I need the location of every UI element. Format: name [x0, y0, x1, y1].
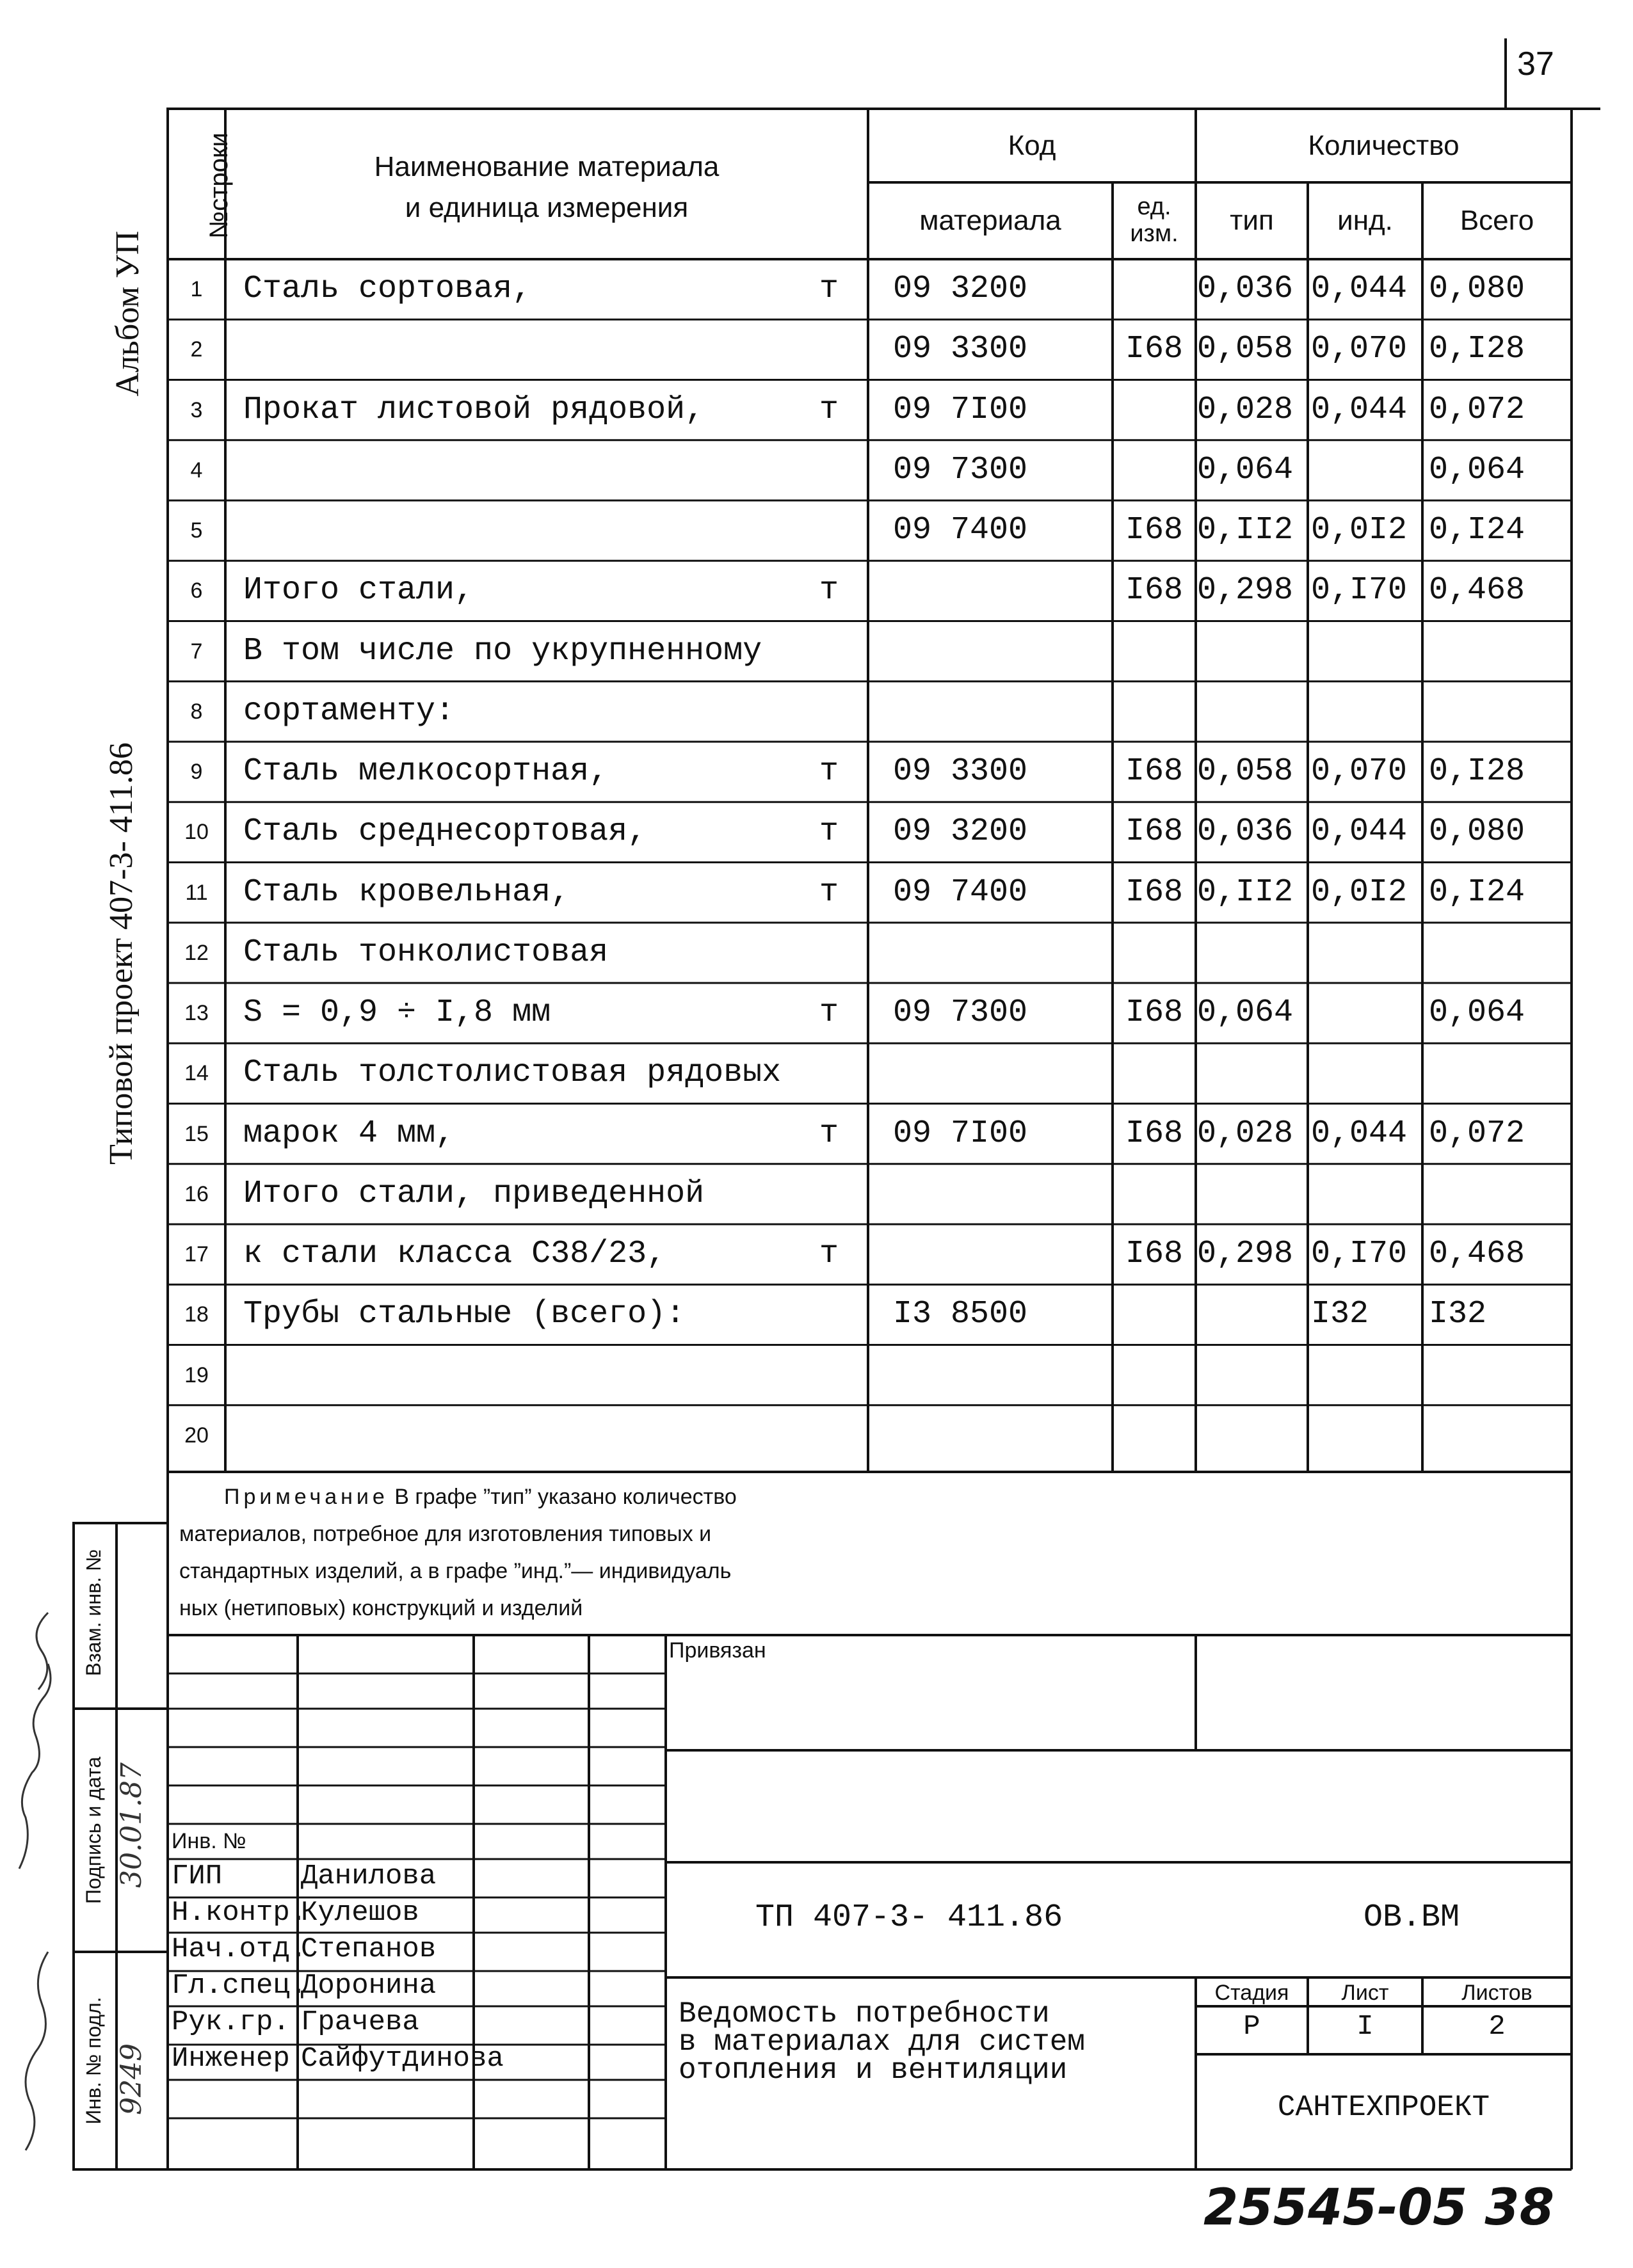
row-number: 18: [184, 1302, 209, 1327]
note-line2: материалов, потребное для изготовления типовых и: [179, 1522, 712, 1546]
row-number: 2: [190, 337, 203, 362]
row-qty-type: 0,II2: [1197, 874, 1294, 911]
row-qty-total: 0,080: [1429, 271, 1525, 307]
signatory-name: Сайфутдинова: [301, 2043, 504, 2075]
row-qty-type: 0,028: [1197, 391, 1294, 428]
row-qty-type: 0,298: [1197, 1236, 1294, 1272]
row-number: 16: [184, 1181, 209, 1206]
row-number: 7: [190, 639, 203, 664]
header-code: Код: [1008, 129, 1056, 161]
row-qty-ind: 0,044: [1311, 813, 1408, 850]
signatory-role: Нач.отд.: [172, 1933, 307, 1965]
row-qty-total: 0,072: [1429, 391, 1525, 428]
value-stage: Р: [1243, 2011, 1260, 2043]
row-qty-total: 0,I24: [1429, 512, 1525, 548]
header-unit-line2: изм.: [1130, 220, 1178, 247]
row-unit-code: I68: [1125, 331, 1183, 368]
row-name: Сталь кровельная,: [243, 874, 570, 911]
row-unit: т: [819, 391, 839, 428]
row-qty-ind: 0,044: [1311, 391, 1408, 428]
value-sheet: I: [1356, 2011, 1374, 2043]
label-signature-date: Подпись и дата: [82, 1756, 105, 1905]
row-name: Итого стали, приведенной: [243, 1175, 705, 1212]
row-qty-ind: 0,044: [1311, 271, 1408, 307]
row-number: 8: [190, 699, 203, 724]
row-name: сортаменту:: [243, 692, 455, 730]
row-number: 12: [184, 940, 209, 965]
row-qty-total: 0,468: [1429, 1236, 1525, 1272]
row-qty-ind: 0,I70: [1311, 572, 1408, 609]
header-qty-total: Всего: [1460, 205, 1534, 237]
row-qty-type: 0,036: [1197, 271, 1294, 307]
note-line4: ных (нетиповых) конструкций и изделий: [179, 1596, 583, 1620]
row-unit-code: I68: [1125, 994, 1183, 1031]
row-name: Сталь мелкосортная,: [243, 753, 609, 790]
header-row-number: №строки: [205, 132, 233, 239]
row-qty-total: I32: [1429, 1296, 1487, 1333]
row-name: Сталь толстолистовая рядовых: [243, 1055, 782, 1092]
row-number: 17: [184, 1242, 209, 1266]
header-qty-ind: инд.: [1337, 205, 1393, 237]
side-project-title: Типовой проект 407-3- 411.86: [103, 742, 140, 1165]
signatory-name: Доронина: [301, 1970, 437, 2002]
header-quantity: Количество: [1308, 129, 1460, 161]
row-number: 10: [184, 820, 209, 845]
row-unit: т: [819, 753, 839, 790]
row-unit-code: I68: [1125, 753, 1183, 790]
row-qty-type: 0,028: [1197, 1115, 1294, 1152]
row-qty-total: 0,468: [1429, 572, 1525, 609]
row-code: 09 7400: [893, 874, 1028, 911]
label-inv-podl: Инв. № подл.: [82, 1997, 105, 2125]
row-code: 09 3200: [893, 271, 1028, 307]
row-qty-total: 0,I28: [1429, 331, 1525, 368]
row-number: 4: [190, 458, 203, 483]
row-code: 09 7400: [893, 512, 1028, 548]
note-line3: стандартных изделий, а в графе ”инд.”— индивидуаль: [179, 1559, 732, 1583]
row-unit-code: I68: [1125, 572, 1183, 609]
handwritten-date: 30.01.87: [115, 1762, 148, 1888]
row-name: к стали класса С38/23,: [243, 1236, 666, 1272]
header-name-line1: Наименование материала: [374, 150, 720, 182]
row-number: 14: [184, 1061, 209, 1086]
signatory-role: Рук.гр.: [172, 2006, 290, 2038]
row-name: В том числе по укрупненному: [243, 632, 762, 669]
row-unit: т: [819, 994, 839, 1031]
signatory-name: Степанов: [301, 1933, 437, 1965]
row-code: I3 8500: [893, 1296, 1028, 1333]
signatory-role: ГИП: [172, 1860, 223, 1892]
label-inv-number: Инв. №: [172, 1829, 246, 1853]
row-qty-type: 0,298: [1197, 572, 1294, 609]
signatory-name: Кулешов: [301, 1897, 419, 1929]
row-name: Итого стали,: [243, 572, 474, 609]
header-unit-line1: ед.: [1137, 193, 1171, 221]
row-name: Сталь среднесортовая,: [243, 813, 647, 850]
row-code: 09 3300: [893, 331, 1028, 368]
row-code: 09 3300: [893, 753, 1028, 790]
row-number: 15: [184, 1121, 209, 1146]
signatory-name: Данилова: [301, 1860, 437, 1892]
row-number: 3: [190, 397, 203, 422]
row-number: 13: [184, 1001, 209, 1025]
signatory-role: Н.контр.: [172, 1897, 307, 1929]
label-sheet: Лист: [1341, 1981, 1389, 2005]
row-qty-type: 0,064: [1197, 451, 1294, 488]
row-qty-ind: 0,0I2: [1311, 512, 1408, 548]
header-name-line2: и единица измерения: [405, 191, 689, 223]
label-privyazan: Привязан: [669, 1638, 766, 1663]
row-code: 09 3200: [893, 813, 1028, 850]
row-qty-type: 0,058: [1197, 753, 1294, 790]
row-qty-total: 0,064: [1429, 994, 1525, 1031]
row-unit-code: I68: [1125, 874, 1183, 911]
side-album-title: Альбом УП: [109, 230, 146, 397]
row-name: S = 0,9 ÷ I,8 мм: [243, 994, 551, 1031]
doc-mark: ОВ.ВМ: [1364, 1899, 1460, 1936]
row-name: Сталь тонколистовая: [243, 934, 609, 971]
row-number: 6: [190, 579, 203, 603]
row-code: 09 7I00: [893, 391, 1028, 428]
row-qty-type: 0,064: [1197, 994, 1294, 1031]
row-qty-total: 0,064: [1429, 451, 1525, 488]
row-name: Трубы стальные (всего):: [243, 1296, 686, 1333]
row-name: Прокат листовой рядовой,: [243, 391, 705, 428]
doc-title: [679, 1997, 1085, 2087]
row-number: 20: [184, 1423, 209, 1448]
row-qty-total: 0,072: [1429, 1115, 1525, 1152]
page-number: 37: [1517, 45, 1554, 83]
doc-title-line3: отопления и вентиляции: [679, 2054, 1068, 2087]
note-heading: Примечание: [224, 1485, 389, 1509]
row-qty-ind: I32: [1311, 1296, 1369, 1333]
row-qty-total: 0,080: [1429, 813, 1525, 850]
handwritten-inv-number: 9249: [115, 2043, 148, 2115]
row-code: 09 7I00: [893, 1115, 1028, 1152]
value-sheets: 2: [1488, 2011, 1506, 2043]
row-unit-code: I68: [1125, 1236, 1183, 1272]
row-number: 1: [190, 277, 203, 301]
row-name: марок 4 мм,: [243, 1115, 455, 1152]
header-code-material: материала: [919, 205, 1061, 237]
row-qty-ind: 0,070: [1311, 753, 1408, 790]
row-code: 09 7300: [893, 451, 1028, 488]
row-code: 09 7300: [893, 994, 1028, 1031]
label-stage: Стадия: [1214, 1981, 1289, 2005]
row-qty-type: 0,II2: [1197, 512, 1294, 548]
row-number: 5: [190, 518, 203, 543]
row-unit-code: I68: [1125, 1115, 1183, 1152]
signatory-name: Грачева: [301, 2006, 419, 2038]
row-name: Сталь сортовая,: [243, 271, 532, 307]
row-qty-total: 0,I24: [1429, 874, 1525, 911]
row-qty-ind: 0,044: [1311, 1115, 1408, 1152]
row-unit: т: [819, 271, 839, 307]
header-qty-type: тип: [1230, 205, 1274, 237]
row-qty-total: 0,I28: [1429, 753, 1525, 790]
organization: САНТЕХПРОЕКТ: [1277, 2091, 1490, 2124]
label-vzam-inv: Взам. инв. №: [82, 1549, 105, 1677]
doc-code: ТП 407-3- 411.86: [755, 1899, 1063, 1936]
row-unit-code: I68: [1125, 813, 1183, 850]
row-unit: т: [819, 813, 839, 850]
row-qty-ind: 0,070: [1311, 331, 1408, 368]
label-sheets: Листов: [1461, 1981, 1532, 2005]
row-unit: т: [819, 1236, 839, 1272]
doc-title-line2: в материалах для систем: [679, 2025, 1085, 2059]
row-unit: т: [819, 572, 839, 609]
row-number: 11: [185, 880, 208, 905]
note-line1: В графе ”тип” указано количество: [388, 1485, 737, 1509]
row-qty-type: 0,058: [1197, 331, 1294, 368]
row-unit: т: [819, 1115, 839, 1152]
row-qty-ind: 0,0I2: [1311, 874, 1408, 911]
row-qty-ind: 0,I70: [1311, 1236, 1408, 1272]
bottom-number: 25545-05 38: [1203, 2179, 1554, 2237]
signatory-role: Инженер: [172, 2043, 290, 2075]
row-number: 9: [190, 760, 203, 784]
doc-title-line1: Ведомость потребности: [679, 1997, 1050, 2031]
row-number: 19: [184, 1362, 209, 1387]
row-unit: т: [819, 874, 839, 911]
row-qty-type: 0,036: [1197, 813, 1294, 850]
row-unit-code: I68: [1125, 512, 1183, 548]
signatory-role: Гл.спец.: [172, 1970, 307, 2002]
